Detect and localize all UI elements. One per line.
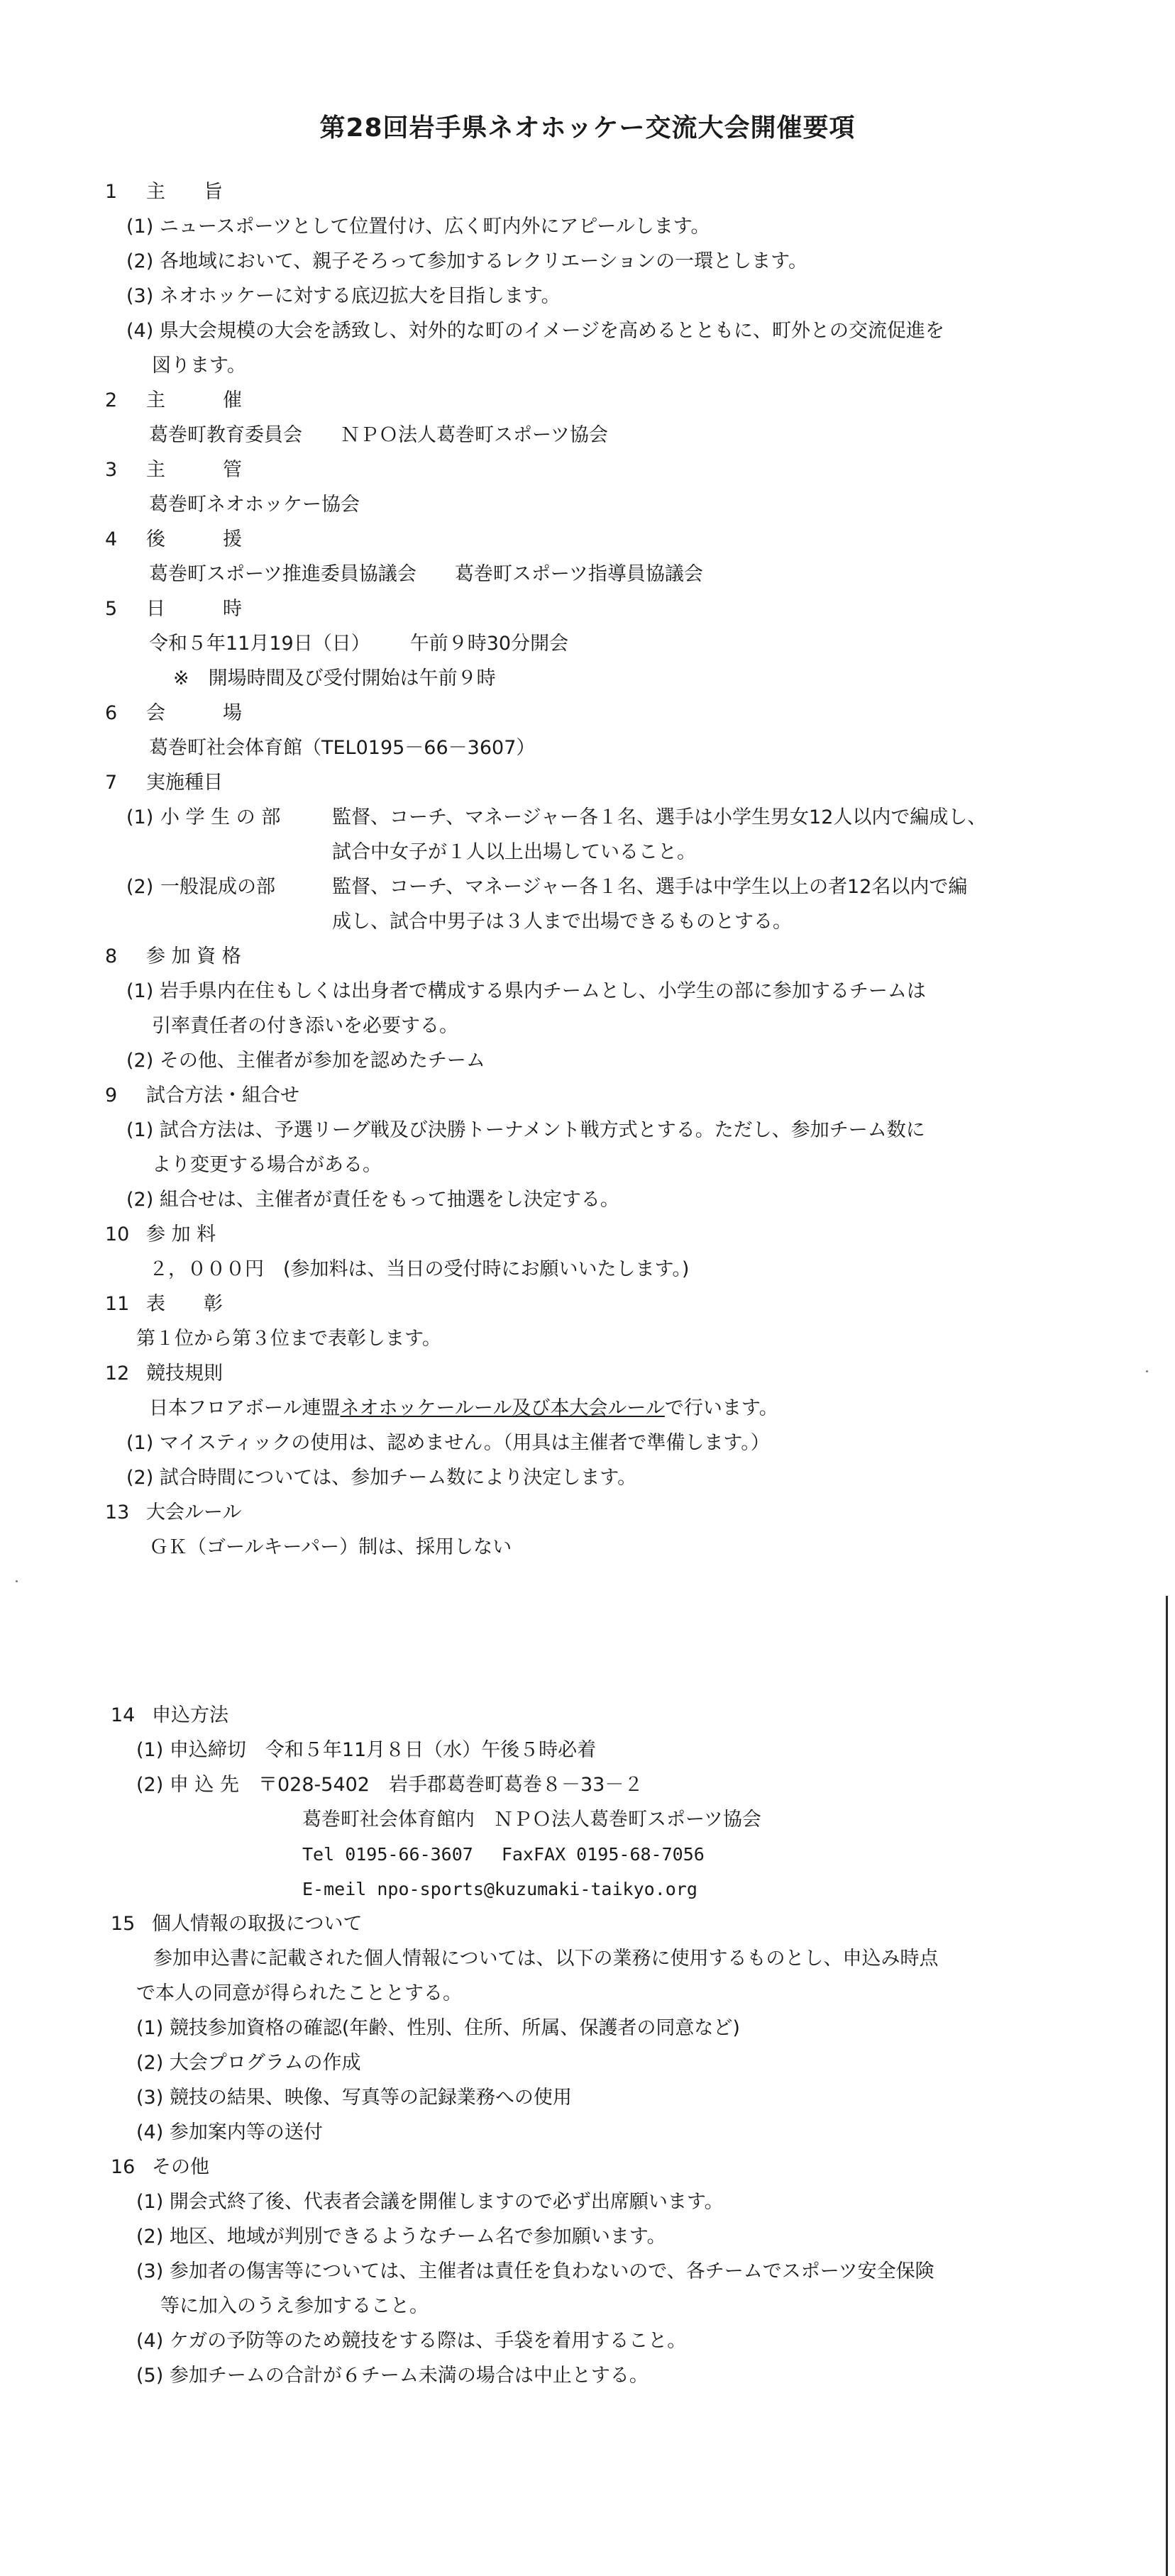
application-address: (2) 申 込 先 〒028-5402 岩手郡葛巻町葛巻８－33－２: [136, 1774, 644, 1796]
application-org: 葛巻町社会体育館内 ＮＰＯ法人葛巻町スポーツ協会: [302, 1809, 761, 1831]
section-title: 参 加 料: [146, 1223, 216, 1245]
list-item: (2) その他、主催者が参加を認めたチーム: [126, 1050, 485, 1072]
section-4-body: 葛巻町スポーツ推進委員協議会 葛巻町スポーツ指導員協議会: [149, 563, 703, 585]
privacy-paragraph: 参加申込書に記載された個人情報については、以下の業務に使用するものとし、申込み時点: [153, 1948, 939, 1970]
category-name: 小 学 生 の 部: [160, 806, 281, 828]
section-title: 試合方法・組合せ: [146, 1084, 299, 1106]
category-name: 一般混成の部: [160, 876, 275, 898]
list-item: (3) 競技の結果、映像、写真等の記録業務への使用: [136, 2087, 572, 2109]
section-title: 日 時: [146, 598, 242, 620]
scan-speck: [16, 1580, 18, 1582]
event-date: 令和５年11月19日（日）: [149, 633, 370, 655]
section-6-heading: [105, 696, 1084, 731]
rules-underlined: ネオホッケールール及び本大会ルール: [340, 1397, 665, 1419]
list-item: (3) 参加者の傷害等については、主催者は責任を負わないので、各チームでスポーツ安全保険: [136, 2260, 934, 2282]
rules-statement: 日本フロアボール連盟ネオホッケールール及び本大会ルールで行います。: [149, 1397, 778, 1419]
section-9-heading: [105, 1078, 1084, 1113]
section-number: 15: [111, 1913, 136, 1935]
section-number: 6: [105, 702, 118, 724]
section-8-heading: [105, 939, 1084, 974]
list-item: (4) 参加案内等の送付: [136, 2121, 323, 2143]
section-number: 1: [105, 181, 118, 203]
section-number: 5: [105, 598, 118, 620]
section-14-heading: [111, 1698, 1090, 1733]
section-number: 11: [105, 1293, 130, 1315]
list-item: (2) 地区、地域が判別できるようなチーム名で参加願います。: [136, 2226, 666, 2248]
list-item: (1) 試合方法は、予選リーグ戦及び決勝トーナメント戦方式とする。ただし、参加チーム数に: [126, 1119, 925, 1141]
section-number: 16: [111, 2156, 136, 2178]
list-item: (1) 岩手県内在住もしくは出身者で構成する県内チームとし、小学生の部に参加するチームは: [126, 980, 926, 1002]
entry-fee: ２，０００円 (参加料は、当日の受付時にお願いいたします。): [149, 1258, 690, 1280]
category-elementary: [105, 800, 1084, 835]
section-number: 12: [105, 1362, 130, 1384]
section-11-heading: [105, 1287, 1084, 1321]
category-rule: 監督、コーチ、マネージャー各１名、選手は中学生以上の者12名以内で編: [332, 876, 968, 898]
item-number: (2): [126, 876, 154, 898]
section-number: 8: [105, 945, 118, 967]
list-item: (1) 開会式終了後、代表者会議を開催しますので必ず出席願います。: [136, 2191, 724, 2213]
section-title: 参 加 資 格: [146, 945, 241, 967]
section-5-heading: [105, 592, 1084, 626]
section-3-heading: [105, 453, 1084, 487]
section-title: 実施種目: [146, 772, 223, 794]
section-2-body: 葛巻町教育委員会 ＮＰＯ法人葛巻町スポーツ協会: [149, 424, 608, 446]
section-number: 13: [105, 1501, 130, 1523]
section-3-body: 葛巻町ネオホッケー協会: [149, 494, 360, 516]
venue: 葛巻町社会体育館（TEL0195－66－3607）: [149, 737, 536, 759]
contact-email: E-meil npo-sports@kuzumaki-taikyo.org: [302, 1879, 697, 1899]
category-general: [105, 870, 1084, 904]
page-2-body: [111, 1698, 1090, 2393]
event-date-time: [105, 626, 1084, 661]
section-title: 申込方法: [152, 1704, 228, 1726]
section-title: 個人情報の取扱について: [152, 1913, 363, 1935]
section-number: 4: [105, 528, 118, 550]
document-title: 第28回岩手県ネオホッケー交流大会開催要項: [319, 113, 856, 143]
list-item: (1) 競技参加資格の確認(年齢、性別、住所、所属、保護者の同意など): [136, 2017, 740, 2039]
category-rule-continued: 試合中女子が１人以上出場していること。: [332, 841, 696, 863]
section-number: 2: [105, 389, 118, 411]
fax-number: FaxFAX 0195-68-7056: [501, 1844, 705, 1865]
section-13-heading: [105, 1495, 1084, 1530]
event-time: 午前９時30分開会: [409, 633, 569, 655]
tournament-rule: ＧＫ（ゴールキーパー）制は、採用しない: [149, 1536, 512, 1558]
section-number: 14: [111, 1704, 136, 1726]
section-7-heading: [105, 765, 1084, 800]
section-title: 主 管: [146, 459, 242, 481]
section-10-heading: [105, 1217, 1084, 1252]
section-4-heading: [105, 522, 1084, 557]
section-number: 7: [105, 772, 118, 794]
list-item: (4) ケガの予防等のため競技をする際は、手袋を着用すること。: [136, 2330, 687, 2352]
section-12-heading: [105, 1356, 1084, 1391]
deadline: (1) 申込締切 令和５年11月８日（水）午後５時必着: [136, 1739, 597, 1761]
list-item: (3) ネオホッケーに対する底辺拡大を目指します。: [126, 285, 561, 307]
section-title: その他: [152, 2156, 209, 2178]
section-title: 後 援: [146, 528, 242, 550]
scan-edge-line: [1166, 1596, 1168, 2576]
list-item: (2) 組合せは、主催者が責任をもって抽選をし決定する。: [126, 1189, 619, 1211]
section-title: 表 彰: [146, 1293, 223, 1315]
list-item: (4) 県大会規模の大会を誘致し、対外的な町のイメージを高めるとともに、町外との交流促進を: [126, 320, 945, 342]
section-16-heading: [111, 2150, 1090, 2184]
list-item: (2) 各地域において、親子そろって参加するレクリエーションの一環とします。: [126, 250, 807, 272]
list-item-continued: 図ります。: [152, 355, 246, 377]
section-title: 主 催: [146, 389, 242, 411]
list-item: (2) 試合時間については、参加チーム数により決定します。: [126, 1467, 637, 1489]
category-rule: 監督、コーチ、マネージャー各１名、選手は小学生男女12人以内で編成し、: [332, 806, 987, 828]
section-title: 大会ルール: [146, 1501, 242, 1523]
list-item: (1) マイスティックの使用は、認めません。（用具は主催者で準備します。）: [126, 1432, 770, 1454]
section-title: 主 旨: [146, 181, 223, 203]
phone-number: Tel 0195-66-3607: [302, 1844, 473, 1865]
list-item-continued: より変更する場合がある。: [152, 1154, 382, 1176]
category-rule-continued: 成し、試合中男子は３人まで出場できるものとする。: [332, 911, 792, 933]
section-number: 10: [105, 1223, 130, 1245]
item-number: (1): [126, 806, 154, 828]
page-1-body: [105, 174, 1084, 1565]
list-item: (2) 大会プログラムの作成: [136, 2052, 361, 2074]
section-number: 9: [105, 1084, 118, 1106]
scan-speck: [1146, 1370, 1148, 1372]
contact-phone-fax: [111, 1837, 1090, 1872]
section-title: 競技規則: [146, 1362, 223, 1384]
privacy-paragraph-continued: で本人の同意が得られたこととする。: [136, 1982, 462, 2004]
section-2-heading: [105, 383, 1084, 418]
list-item-continued: 等に加入のうえ参加すること。: [160, 2295, 429, 2317]
section-title: 会 場: [146, 702, 242, 724]
section-15-heading: [111, 1906, 1090, 1941]
event-note: ※ 開場時間及び受付開始は午前９時: [173, 667, 496, 689]
list-item-continued: 引率責任者の付き添いを必要する。: [152, 1015, 458, 1037]
section-1-heading: [105, 174, 1084, 209]
section-number: 3: [105, 459, 118, 481]
awards: 第１位から第３位まで表彰します。: [136, 1328, 441, 1350]
list-item: (5) 参加チームの合計が６チーム未満の場合は中止とする。: [136, 2365, 649, 2387]
list-item: (1) ニュースポーツとして位置付け、広く町内外にアピールします。: [126, 216, 710, 238]
